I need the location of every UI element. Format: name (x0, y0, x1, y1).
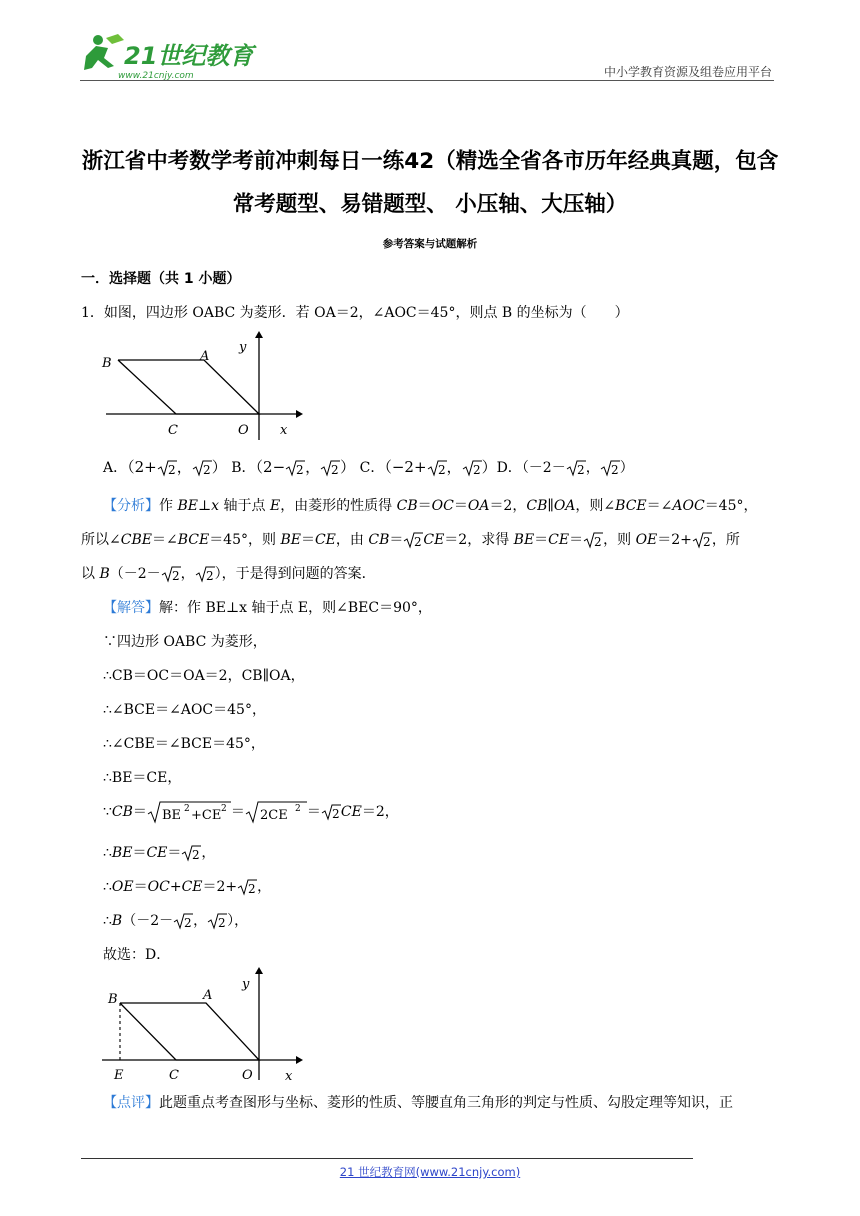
rhombus-figure (96, 330, 306, 442)
svg-text:2: 2 (610, 463, 619, 477)
analysis-tag: 【分析】 (103, 498, 159, 514)
header-platform-text: 中小学教育资源及组卷应用平台 (603, 65, 772, 79)
section-heading: 一．选择题（共 1 小题） (81, 271, 241, 287)
svg-text:B: B (108, 992, 118, 1007)
svg-text:2: 2 (183, 804, 190, 814)
svg-text:E: E (114, 1068, 124, 1083)
svg-text:2: 2 (331, 463, 339, 477)
solution-step-7: ∵CB＝ BE 2 +CE 2 ＝ 2CE 2 ＝ 2 CE＝2， (103, 804, 399, 823)
y-axis-arrow-icon (255, 967, 263, 974)
solution-step-1: 【解答】解：作 BE⊥x 轴于点 E，则∠BEC＝90°， (103, 600, 432, 616)
document-subtitle: 参考答案与试题解析 (382, 238, 478, 250)
svg-text:B: B (102, 356, 112, 371)
svg-text:2: 2 (205, 569, 214, 583)
solution-step-4: ∴∠BCE＝∠AOC＝45°， (103, 702, 266, 718)
svg-text:2: 2 (472, 463, 481, 477)
svg-text:2: 2 (437, 463, 446, 477)
solution-step-2: ∵四边形 OABC 为菱形， (103, 634, 267, 650)
svg-text:O: O (238, 423, 249, 438)
y-axis-arrow-icon (255, 331, 263, 338)
svg-text:www.21cnjy.com: www.21cnjy.com (118, 71, 194, 81)
solution-step-8: ∴BE＝CE＝ 2 ， (103, 845, 216, 862)
analysis-line-2: 所以∠CBE＝∠BCE＝45°，则 BE＝CE，由 CB＝ 2 CE＝2，求得 BE＝CE＝ 2 ，则 OE＝2+ 2 ，所 (81, 532, 740, 549)
svg-text:2: 2 (414, 535, 422, 549)
x-axis-arrow-icon (296, 410, 303, 418)
svg-text:2: 2 (218, 916, 226, 930)
svg-text:A: A (203, 988, 213, 1003)
svg-text:2: 2 (202, 463, 211, 477)
svg-text:x: x (280, 423, 288, 438)
svg-text:y: y (242, 977, 250, 992)
svg-text:2: 2 (702, 535, 711, 549)
svg-text:21世纪教育: 21世纪教育 (124, 42, 254, 70)
solution-step-9: ∴OE＝OC+CE＝2+ 2 ， (103, 879, 272, 896)
svg-text:2: 2 (594, 535, 602, 549)
svg-text:BE: BE (161, 808, 181, 823)
svg-text:2: 2 (220, 804, 227, 814)
answer-tag: 【解答】 (103, 600, 159, 616)
header-divider (80, 80, 774, 81)
svg-text:2: 2 (576, 463, 585, 477)
svg-text:+CE: +CE (190, 808, 222, 823)
footer-link[interactable]: 21 世纪教育网(www.21cnjy.com) (339, 1165, 521, 1179)
option-d-label: D． (496, 460, 522, 476)
svg-text:C: C (168, 423, 178, 438)
svg-text:2CE: 2CE (259, 808, 288, 823)
svg-text:O: O (242, 1068, 253, 1083)
svg-text:2: 2 (171, 569, 180, 583)
svg-text:x: x (285, 1069, 293, 1084)
document-title: 浙江省中考数学考前冲刺每日一练42（精选全省各市历年经典真题，包含 常考题型、易错题型、 小压轴、大压轴） (81, 149, 779, 217)
analysis-line-1: 【分析】作 BE⊥x 轴于点 E，由菱形的性质得 CB＝OC＝OA＝2，CB∥OA，则∠BCE＝∠AOC＝45°， (103, 498, 758, 514)
option-a-label: A． (103, 460, 128, 476)
solution-step-10: ∴B（－2－ 2 ， 2 ）， (103, 913, 249, 930)
site-logo (78, 30, 258, 82)
svg-text:2: 2 (294, 804, 301, 814)
svg-text:C: C (169, 1068, 179, 1083)
svg-text:y: y (239, 340, 247, 355)
solution-step-6: ∴BE＝CE， (103, 770, 182, 786)
answer-options: A．（2+ 2 ， 2 ） B．（2− 2 ， 2 ） C．（−2+ 2 ， 2 ）D．（－2－ 2 ， 2 ） (103, 458, 634, 477)
option-c-label: C． (359, 460, 385, 476)
x-axis-arrow-icon (296, 1056, 303, 1064)
solution-choice: 故选：D． (103, 947, 171, 963)
svg-text:A: A (200, 349, 210, 364)
comment-tag: 【点评】 (103, 1095, 159, 1111)
svg-text:2: 2 (331, 807, 340, 821)
solution-step-3: ∴CB＝OC＝OA＝2，CB∥OA， (103, 668, 305, 684)
svg-text:2: 2 (192, 848, 201, 862)
solution-step-5: ∴∠CBE＝∠BCE＝45°， (103, 736, 265, 752)
svg-text:2: 2 (184, 916, 192, 930)
svg-text:2: 2 (248, 882, 256, 896)
option-b-label: B． (231, 460, 256, 476)
analysis-line-3: 以 B（－2－ 2 ， 2 ），于是得到问题的答案． (81, 566, 376, 583)
svg-text:2: 2 (167, 463, 176, 477)
comment-line: 【点评】此题重点考查图形与坐标、菱形的性质、等腰直角三角形的判定与性质、勾股定理等知识，正 (103, 1095, 733, 1111)
rhombus-solution-figure (96, 966, 306, 1084)
svg-text:2: 2 (296, 463, 304, 477)
question-stem: 1．如图，四边形 OABC 为菱形．若 OA＝2，∠AOC＝45°，则点 B 的坐标为（ ） (81, 305, 629, 321)
footer-divider (81, 1158, 693, 1159)
